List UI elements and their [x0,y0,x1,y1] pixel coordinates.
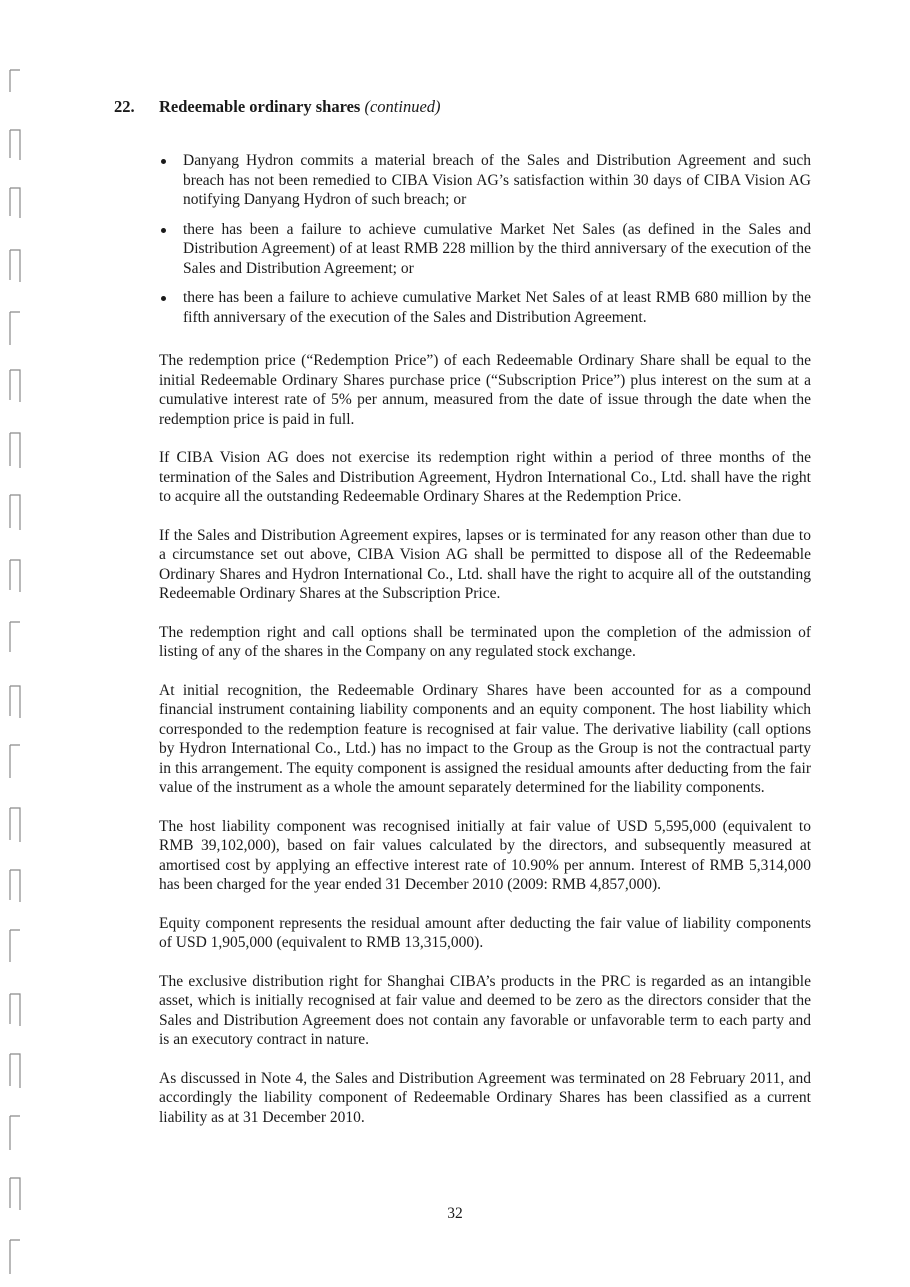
redemption-conditions-list [159,151,811,327]
list-item: there has been a failure to achieve cumulative Market Net Sales of at least RMB 680 million by the fifth anniversary of the execution of the Sales and Distribution Agreement. [159,288,811,327]
binder-edge-marks [0,0,40,1287]
page-number: 32 [447,1205,463,1222]
section-title: Redeemable ordinary shares [159,97,361,116]
paragraph-equity-component: Equity component represents the residual amount after deducting the fair value of liability components of USD 1,905,000 (equivalent to RMB 13,315,000). [159,914,811,951]
section-heading [114,97,441,117]
list-item: Danyang Hydron commits a material breach of the Sales and Distribution Agreement and such breach has not been remedied to CIBA Vision AG’s satisfaction within 30 days of CIBA Vision AG notifying Danyang Hydron of such breach; or [159,151,811,210]
paragraph-redemption-price: The redemption price (“Redemption Price”) of each Redeemable Ordinary Share shall be equal to the initial Redeemable Ordinary Shares purchase price (“Subscription Price”) plus interest on the sum at a cumulative interest rate of 5% per annum, measured from the date of issue through the date when the redemption price is paid in full. [159,352,811,428]
paragraph-redemption-right: If CIBA Vision AG does not exercise its redemption right within a period of three months of the termination of the Sales and Distribution Agreement, Hydron International Co., Ltd. shall have the right to acquire all the outstanding Redeemable Ordinary Shares at the Redemption Price. [159,449,811,505]
paragraph-initial-recognition: At initial recognition, the Redeemable Ordinary Shares have been accounted for as a compound financial instrument containing liability components and an equity component. The host liability which corresponded to the redemption feature is recognised at fair value. The derivative liability (call options by Hydron International Co., Ltd.) has no impact to the Group as the Group is not the contractual party in this arrangement. The equity component is assigned the residual amounts after deducting from the fair value of the instrument as a whole the amount separately determined for the liability components. [159,681,811,796]
note-body [159,151,811,1146]
paragraph-agreement-expiry: If the Sales and Distribution Agreement expires, lapses or is terminated for any reason other than due to a circumstance set out above, CIBA Vision AG shall be permitted to dispose all of the Redeemable Ordinary Shares and Hydron International Co., Ltd. shall have the right to acquire all of the outstanding Redeemable Ordinary Shares at the Subscription Price. [159,526,811,602]
section-continued: (continued) [364,97,441,116]
paragraph-termination: The redemption right and call options shall be terminated upon the completion of the admission of listing of any of the shares in the Company on any regulated stock exchange. [159,623,811,660]
list-item: there has been a failure to achieve cumulative Market Net Sales (as defined in the Sales and Distribution Agreement) of at least RMB 228 million by the third anniversary of the execution of the Sales and Distribution Agreement; or [159,220,811,279]
section-number: 22. [114,97,135,116]
paragraph-classification: As discussed in Note 4, the Sales and Distribution Agreement was terminated on 28 February 2011, and accordingly the liability component of Redeemable Ordinary Shares has been classified as a current liability as at 31 December 2010. [159,1069,811,1126]
paragraph-distribution-right: The exclusive distribution right for Shanghai CIBA’s products in the PRC is regarded as an intangible asset, which is initially recognised at fair value and deemed to be zero as the directors consider that the Sales and Distribution Agreement does not contain any favorable or unfavorable term to each party and is an executory contract in nature. [159,972,811,1048]
paragraph-host-liability: The host liability component was recognised initially at fair value of USD 5,595,000 (equivalent to RMB 39,102,000), based on fair values calculated by the directors, and subsequently measured at amortised cost by applying an effective interest rate of 10.90% per annum. Interest of RMB 5,314,000 has been charged for the year ended 31 December 2010 (2009: RMB 4,857,000). [159,817,811,893]
